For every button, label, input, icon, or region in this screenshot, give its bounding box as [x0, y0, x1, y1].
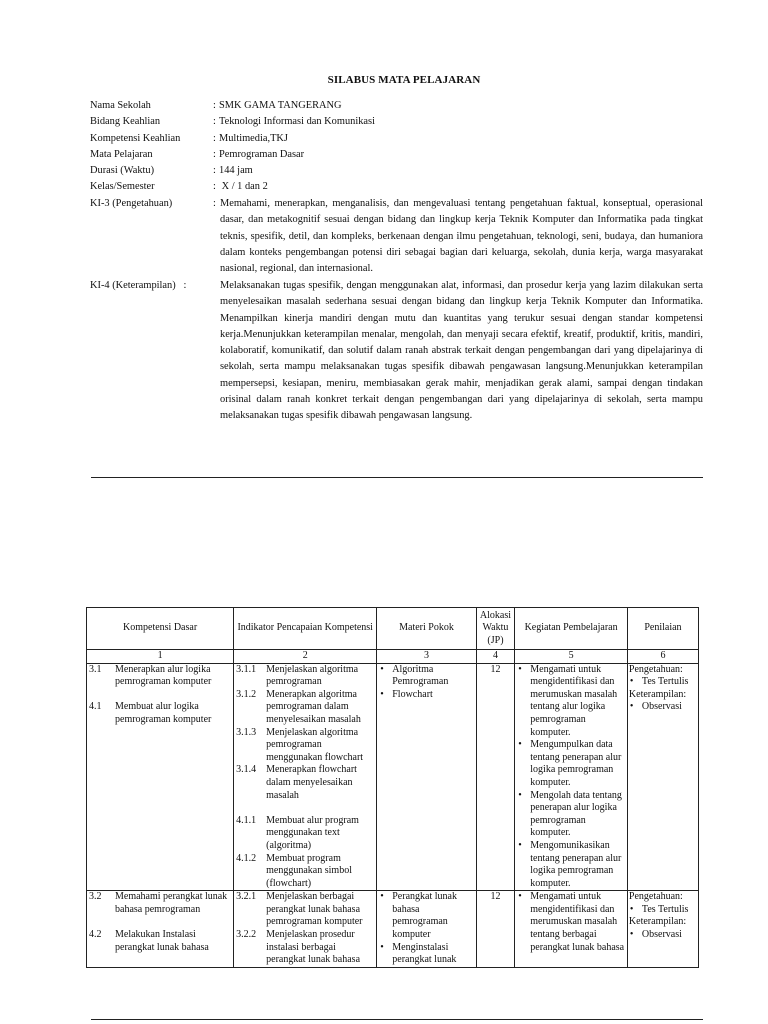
kegiatan-item: • Mengolah data tentang penerapan alur logika pemrograman komputer. — [530, 790, 625, 840]
alokasi-cell: 12 — [476, 891, 515, 968]
header-kegiatan: Kegiatan Pembelajaran — [515, 608, 628, 650]
page-bottom-divider — [91, 1019, 703, 1020]
ki4-block — [90, 278, 704, 443]
info-label: Kompetensi Keahlian — [90, 132, 181, 144]
kd-item: 3.2 Memahami perangkat lunak bahasa pemrograman — [89, 891, 228, 915]
kd-item: 3.1 Menerapkan alur logika pemrograman komputer — [89, 663, 212, 688]
indikator-item: 3.2.2 Menjelaskan prosedur instalasi berbagai perangkat lunak bahasa — [236, 929, 361, 966]
info-value: 144 jam — [219, 165, 253, 177]
penilaian-label: Keterampilan: — [628, 688, 687, 700]
indikator-item: 3.1.1 Menjelaskan algoritma pemrograman — [236, 663, 359, 688]
info-label: Kelas/Semester — [90, 181, 155, 193]
column-number: 6 — [627, 650, 698, 664]
info-value: X / 1 dan 2 — [219, 181, 268, 193]
kd-item: 4.1 Membuat alur logika pemrograman komputer — [89, 701, 212, 725]
header-indikator: Indikator Pencapaian Kompetensi — [234, 608, 377, 650]
table-row — [87, 891, 699, 968]
info-value: Multimedia,TKJ — [219, 132, 288, 144]
header-penilaian: Penilaian — [627, 608, 698, 650]
syllabus-table — [86, 607, 699, 968]
info-value: Teknologi Informasi dan Komunikasi — [219, 116, 375, 128]
ki3-text: Memahami, menerapkan, menganalisis, dan mengevaluasi tentang pengetahuan faktual, konseptual, operasional dasar, dan metakognitif sesuai dengan bidang dan lingkup kerja Teknik Komputer dan Informatika pada tingkat teknis, spesifik, detil, dan kompleks, berkenaan dengan ilmu pengetahuan, teknologi, seni, budaya, dan humaniora dalam konteks pengembangan potensi diri sebagai bagian dari keluarga, sekolah, dunia kerja, warga masyarakat nasional, regional, dan internasional. — [220, 198, 703, 275]
materi-cell — [377, 891, 476, 968]
kegiatan-cell — [515, 663, 628, 891]
document-title: SILABUS MATA PELAJARAN — [327, 74, 481, 86]
header-alokasi: Alokasi Waktu (JP) — [476, 608, 515, 650]
info-row-subject: Mata Pelajaran : Pemrograman Dasar — [90, 147, 704, 163]
materi-cell — [377, 663, 476, 891]
ki4-label: KI-4 (Keterampilan) : — [90, 280, 187, 291]
indikator-cell — [234, 663, 377, 891]
indikator-item: 3.1.4 Menerapkan flowchart dalam menyelesaikan masalah — [236, 764, 357, 801]
alokasi-cell: 12 — [476, 663, 515, 891]
column-number: 1 — [87, 650, 234, 664]
penilaian-cell — [627, 663, 698, 891]
penilaian-label: Pengetahuan: — [628, 891, 683, 903]
header-kompetensi-dasar: Kompetensi Dasar — [87, 608, 234, 650]
kd-cell — [87, 891, 234, 968]
info-row-duration: Durasi (Waktu) : 144 jam — [90, 163, 704, 179]
info-row-competency: Kompetensi Keahlian : Multimedia,TKJ — [90, 131, 704, 147]
kd-cell — [87, 663, 234, 891]
penilaian-item: • Tes Tertulis — [642, 676, 697, 689]
penilaian-item: • Observasi — [642, 701, 697, 714]
school-info — [90, 98, 704, 196]
column-number: 3 — [377, 650, 476, 664]
info-label: Nama Sekolah — [90, 100, 151, 111]
info-row-field: Bidang Keahlian : Teknologi Informasi dan Komunikasi — [90, 114, 704, 130]
materi-item: • Flowchart — [392, 689, 473, 702]
ki3-block: KI-3 (Pengetahuan) : Memahami, menerapkan, menganalisis, dan mengevaluasi tentang pengetahuan faktual, konseptual, operasional dasar, dan metakognitif sesuai dengan bidang dan lingkup kerja Teknik Komputer dan Informatika pada tingkat teknis, spesifik, detil, dan kompleks, berkenaan dengan ilmu pengetahuan, teknologi, seni, budaya, dan humaniora dalam konteks pengembangan potensi diri sebagai bagian dari keluarga, sekolah, dunia kerja, warga masyarakat nasional, regional, dan internasional. — [90, 196, 704, 278]
ki4-text: Melaksanakan tugas spesifik, dengan menggunakan alat, informasi, dan prosedur kerja yang lazim dilakukan serta menyelesaikan masalah sederhana sesuai dengan bidang dan lingkup kerja Teknik Komputer dan Informatika. Menampilkan kinerja mandiri dengan mutu dan kuantitas yang terukur sesuai dengan standar kompetensi kerja.Menunjukkan keterampilan menalar, mengolah, dan menyaji secara efektif, kreatif, produktif, kritis, mandiri, kolaboratif, komunikatif, dan solutif dalam ranah abstrak terkait dengan pengembangan dari yang dipelajarinya di sekolah, serta mampu melaksanakan tugas spesifik dibawah pengawasan langsung.Menunjukkan keterampilan mempersepsi, kesiapan, meniru, membiasakan gerak mahir, menjadikan gerak alami, sampai dengan tindakan orisinal dalam ranah konkret terkait dengan pengembangan dari yang dipelajarinya di sekolah, serta mampu melaksanakan tugas spesifik dibawah pengawasan langsung. — [220, 280, 703, 422]
info-value: SMK GAMA TANGERANG — [219, 100, 342, 111]
indikator-item: 3.1.2 Menerapkan algoritma pemrograman dalam menyelesaikan masalah — [236, 688, 361, 725]
materi-item: • Perangkat lunak bahasa pemrograman komputer — [392, 891, 473, 941]
materi-item: • Algoritma Pemrograman — [392, 664, 473, 689]
indikator-cell — [234, 891, 377, 968]
indikator-item: 3.1.3 Menjelaskan algoritma pemrograman menggunakan flowchart — [236, 726, 364, 763]
info-row-school: Nama Sekolah : SMK GAMA TANGERANG — [90, 98, 704, 114]
info-label: Mata Pelajaran — [90, 148, 153, 160]
info-row-class: Kelas/Semester : X / 1 dan 2 — [90, 179, 704, 195]
table-header-row — [87, 608, 699, 650]
table-number-row — [87, 650, 699, 664]
header-materi: Materi Pokok — [377, 608, 476, 650]
indikator-item: 3.2.1 Menjelaskan berbagai perangkat lunak bahasa pemrograman komputer — [236, 891, 363, 928]
section-divider — [91, 477, 703, 478]
indikator-item: 4.1.1 Membuat alur program menggunakan text (algoritma) — [236, 814, 359, 851]
info-value: Pemrograman Dasar — [219, 148, 305, 160]
kegiatan-cell — [515, 891, 628, 968]
penilaian-label: Pengetahuan: — [628, 663, 683, 675]
penilaian-label: Keterampilan: — [628, 916, 687, 928]
column-number: 2 — [234, 650, 377, 664]
kegiatan-item: • Mengomunikasikan tentang penerapan alur logika pemrograman komputer. — [530, 840, 625, 890]
column-number: 5 — [515, 650, 628, 664]
materi-item: • Menginstalasi perangkat lunak — [392, 942, 473, 967]
penilaian-item: • Tes Tertulis — [642, 904, 697, 917]
kegiatan-item: • Mengumpulkan data tentang penerapan alur logika pemrograman komputer. — [530, 739, 625, 789]
penilaian-item: • Observasi — [642, 929, 697, 942]
table-row — [87, 663, 699, 891]
info-label: Bidang Keahlian — [90, 116, 161, 128]
ki3-label: KI-3 (Pengetahuan) — [90, 198, 173, 209]
kegiatan-item: • Mengamati untuk mengidentifikasi dan merumuskan masalah tentang alur logika pemrograman komputer. — [530, 664, 625, 740]
kegiatan-item: • Mengamati untuk mengidentifikasi dan merumuskan masalah tentang berbagai perangkat lunak bahasa — [530, 891, 625, 954]
penilaian-cell — [627, 891, 698, 968]
column-number: 4 — [476, 650, 515, 664]
info-label: Durasi (Waktu) — [90, 165, 155, 177]
indikator-item: 4.1.2 Membuat program menggunakan simbol (flowchart) — [236, 852, 352, 889]
kd-item: 4.2 Melakukan Instalasi perangkat lunak bahasa — [89, 929, 209, 953]
